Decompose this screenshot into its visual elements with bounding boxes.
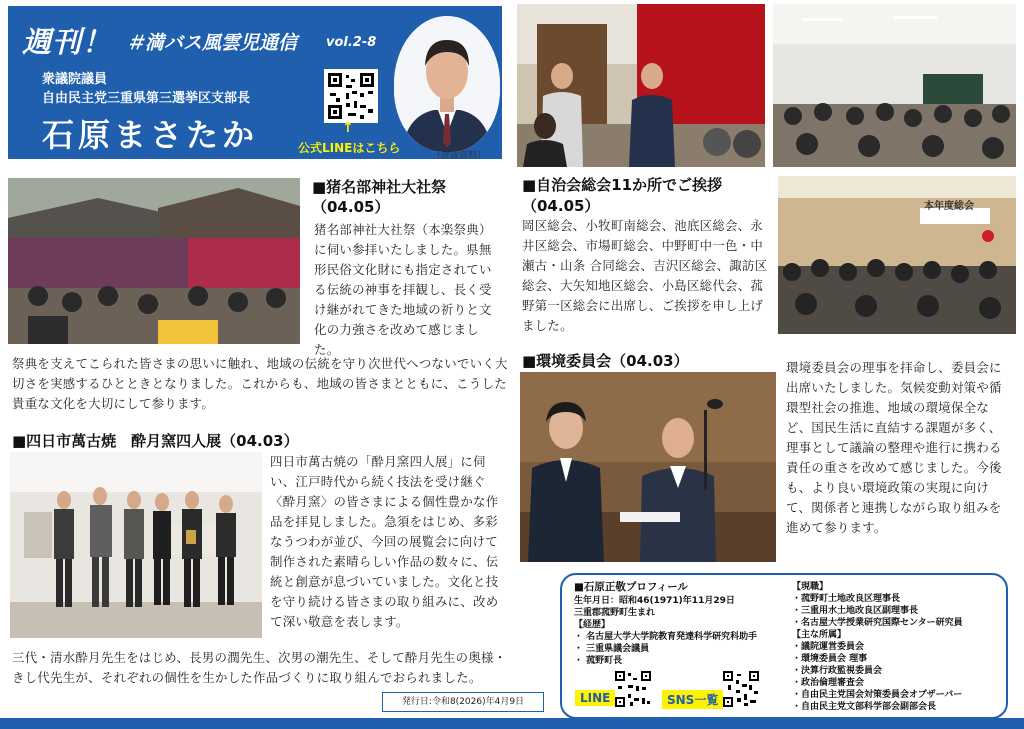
- profile-affil-2: ・環境委員会 理事: [792, 654, 868, 664]
- profile-career-2: ・ 三重県議会議員: [574, 644, 650, 654]
- inabe-paragraph-1: 猪名部神社大社祭（本楽祭典）に伺い参拝いたしました。県無形民俗文化財にも指定されている伝統の神事を拝観し、長く受け継がれてきた地域の祈りと文化の力強さを改めて感じました。: [314, 222, 492, 357]
- jichikai-heading-2: （04.05）: [522, 197, 600, 215]
- sns-badge[interactable]: SNS一覧: [662, 690, 723, 709]
- line-qr-code-icon[interactable]: [614, 670, 652, 708]
- candidate-name: 石原まさたか: [42, 116, 259, 154]
- header-banner: [8, 6, 502, 159]
- role-line-1: 衆議院議員: [42, 72, 108, 87]
- jichikai-paragraph: 岡区総会、小牧町南総会、池底区総会、永井区総会、市場町総会、中野町中一色・中瀬古・山条 合同総会、吉沢区総会、諏訪区総会、大矢知地区総会、小島区総代会、菰野第一区総会に出席し、ご挨拶を申し上げました。: [522, 218, 768, 333]
- profile-current-title: 【現職】: [792, 582, 829, 592]
- line-link-label[interactable]: 公式LINEはこちら: [298, 141, 401, 155]
- profile-career-1: ・ 名古屋大学大学院教育発達科学研究科助手: [574, 632, 758, 642]
- line-badge[interactable]: LINE: [575, 690, 615, 706]
- profile-birth: 生年月日：昭和46(1971)年11月29日: [574, 596, 735, 606]
- profile-career-3: ・ 菰野町長: [574, 656, 623, 666]
- role-line-2: 自由民主党三重県第三選挙区支部長: [42, 91, 251, 106]
- weekly-title: 週刊！: [22, 25, 113, 59]
- kankyo-heading: ■環境委員会（04.03）: [522, 352, 689, 370]
- environment-committee-photo: [520, 372, 776, 562]
- volume-label: vol.2-8: [326, 35, 377, 50]
- issue-date: 発行日:令和8(2026)年4月9日: [382, 692, 544, 712]
- greeting-photo: [517, 4, 765, 167]
- profile-current-2: ・三重用水土地改良区副理事長: [792, 606, 919, 616]
- profile-affil-1: ・議院運営委員会: [792, 642, 865, 652]
- line-qr-icon[interactable]: [324, 69, 378, 123]
- profile-birthplace: 三重郡菰野町生まれ: [574, 608, 656, 618]
- profile-affil-4: ・政治倫理審査会: [792, 678, 865, 688]
- arrow-up-icon: ↑: [342, 120, 354, 136]
- general-meeting-photo: [778, 176, 1016, 334]
- meeting-hall-photo: [773, 4, 1016, 167]
- profile-career-title: 【経歴】: [574, 620, 611, 630]
- banko-paragraph-1: 四日市萬古焼の「酔月窯四人展」に伺い、江戸時代から続く技法を受け継ぐ〈酔月窯〉の皆さまによる個性豊かな作品を拝見しました。急須をはじめ、多彩なうつわが並び、今回の展覧会に向けて制作された素晴らしい作品の数々に、伝統と創意が息づいていました。文化と技を守り続ける皆さまの取り組みに、改めて深い敬意を表します。: [270, 454, 499, 629]
- inabe-heading-1: ■猪名部神社大社祭: [312, 178, 447, 196]
- inabe-paragraph-2: 祭典を支えてこられた皆さまの思いに触れ、地域の伝統を守り次世代へつないでいく大切さを実感するひとときとなりました。これからも、地域の皆さまとともに、こうした貴重な文化を大切にして参ります。: [12, 356, 508, 411]
- profile-title: ■石原正敬プロフィール: [574, 581, 688, 593]
- meeting-banner-text: 本年度総会: [924, 201, 974, 212]
- banko-paragraph-2: 三代・清水酔月先生をはじめ、長男の潤先生、次男の潮先生、そして酔月先生の奥様・きし代先生が、それぞれの個性を生かした作品づくりに取り組んでおられました。: [12, 650, 507, 685]
- profile-affil-3: ・決算行政監視委員会: [792, 666, 883, 676]
- shrine-festival-photo: [8, 178, 300, 344]
- series-title: ＃満バス風雲児通信: [126, 32, 298, 54]
- bottom-bar: [0, 718, 1024, 729]
- profile-affil-title: 【主な所属】: [792, 630, 847, 640]
- profile-affil-5: ・自由民主党国会対策委員会オブザーバー: [792, 690, 963, 700]
- kankyo-paragraph: 環境委員会の理事を拝命し、委員会に出席いたしました。気候変動対策や循環型社会の推進、地域の環境保全など、国民生活に直結する課題が多く、理事として議論の整理や進行に携わる責任の重さを改めて感じました。今後も、より良い環境政策の実現に向けて、関係者と連携しながら取り組みを進めて参ります。: [786, 360, 1002, 535]
- inabe-heading-2: （04.05）: [312, 198, 390, 216]
- profile-affil-6: ・自由民主党文部科学部会副部会長: [792, 702, 937, 712]
- sns-qr-code-icon[interactable]: [722, 670, 760, 708]
- profile-current-3: ・名古屋大学授業研究国際センター研究員: [792, 618, 963, 628]
- portrait-photo: [394, 16, 500, 152]
- pottery-exhibition-photo: [10, 452, 262, 638]
- jichikai-heading-1: ■自治会総会11か所でご挨拶: [522, 176, 723, 194]
- banko-heading: ■四日市萬古焼 酔月窯四人展（04.03）: [12, 432, 299, 450]
- discussion-material-note: （討議資料）: [432, 151, 487, 161]
- profile-current-1: ・菰野町土地改良区理事長: [792, 594, 901, 604]
